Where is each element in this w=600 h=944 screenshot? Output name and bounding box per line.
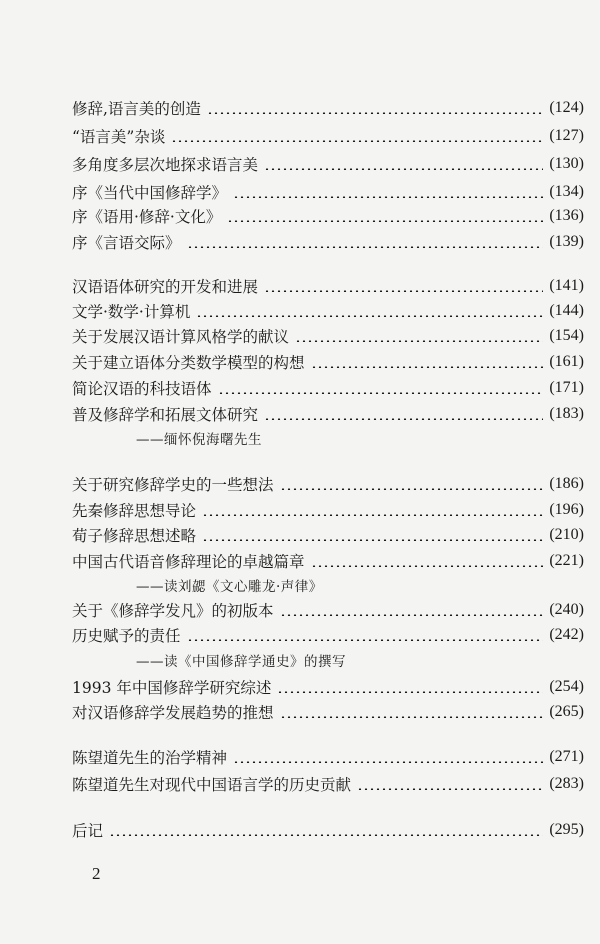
- toc-entry-page: (136): [549, 207, 584, 224]
- dot-leader: [277, 691, 543, 693]
- toc-entry: [72, 401, 584, 427]
- page-number: 2: [92, 864, 101, 883]
- dot-leader: [357, 788, 543, 790]
- toc-entry-page: (186): [549, 475, 584, 492]
- dot-leader: [171, 140, 543, 142]
- dot-leader: [264, 290, 543, 292]
- toc-entry-subtitle: ——缅怀倪海曙先生: [136, 432, 262, 448]
- toc-entry: [72, 497, 584, 523]
- toc-entry: [72, 151, 584, 177]
- toc-entry-title: 修辞,语言美的创造: [72, 100, 201, 118]
- toc-entry: [72, 548, 584, 574]
- toc-entry-title: 普及修辞学和拓展文体研究: [72, 406, 259, 424]
- dot-leader: [264, 418, 543, 420]
- toc-entry-page: (144): [549, 302, 584, 319]
- toc-entry: [72, 699, 584, 725]
- dot-leader: [280, 716, 544, 718]
- toc-entry-page: (283): [549, 775, 584, 792]
- toc-entry: [72, 817, 584, 843]
- toc-entry-title: 历史赋予的责任: [72, 627, 181, 645]
- toc-entry-title: 简论汉语的科技语体: [72, 380, 212, 398]
- dot-leader: [109, 834, 543, 836]
- toc-entry-page: (124): [549, 99, 584, 116]
- toc-entry-title: “语言美”杂谈: [72, 128, 166, 146]
- toc-entry-page: (295): [549, 821, 584, 838]
- dot-leader: [202, 539, 543, 541]
- toc-entry-page: (240): [549, 601, 584, 618]
- dot-leader: [280, 488, 544, 490]
- toc-entry: [72, 471, 584, 497]
- toc-entry-title: 关于建立语体分类数学模型的构想: [72, 354, 305, 372]
- toc-entry-title: 汉语语体研究的开发和进展: [72, 278, 259, 296]
- toc-entry: [72, 674, 584, 700]
- dot-leader: [311, 565, 544, 567]
- dot-leader: [196, 315, 543, 317]
- dot-leader: [264, 168, 543, 170]
- toc-entry-page: (134): [549, 183, 584, 200]
- toc-entry-page: (127): [549, 127, 584, 144]
- dot-leader: [233, 196, 543, 198]
- dot-leader: [280, 614, 544, 616]
- toc-entry: [72, 597, 584, 623]
- toc-entry-title: 对汉语修辞学发展趋势的推想: [72, 704, 274, 722]
- toc-entry-page: (171): [549, 379, 584, 396]
- toc-entry-page: (265): [549, 703, 584, 720]
- toc-entry-title: 序《言语交际》: [72, 234, 181, 252]
- toc-entry: [72, 95, 584, 121]
- dot-leader: [227, 220, 543, 222]
- toc-entry-title: 先秦修辞思想导论: [72, 502, 197, 520]
- toc-entry: [72, 375, 584, 401]
- dot-leader: [207, 112, 543, 114]
- toc-entry-page: (154): [549, 327, 584, 344]
- toc-entry: [72, 298, 584, 324]
- dot-leader: [233, 761, 543, 763]
- toc-entry-title: 文学·数学·计算机: [72, 303, 191, 321]
- toc-entry-title: 中国古代语音修辞理论的卓越篇章: [72, 553, 305, 571]
- toc-entry: [72, 522, 584, 548]
- dot-leader: [311, 366, 544, 368]
- toc-entry-page: (210): [549, 526, 584, 543]
- toc-entry-subtitle: ——读刘勰《文心雕龙·声律》: [136, 579, 323, 595]
- toc-entry-title: 荀子修辞思想述略: [72, 527, 197, 545]
- toc-entry-page: (130): [549, 155, 584, 172]
- toc-entry: [72, 744, 584, 770]
- toc-entry-page: (271): [549, 748, 584, 765]
- dot-leader: [187, 246, 544, 248]
- toc-entry: [72, 349, 584, 375]
- toc-entry-title: 关于《修辞学发凡》的初版本: [72, 602, 274, 620]
- toc-entry-page: (141): [549, 277, 584, 294]
- toc-entry: [72, 622, 584, 648]
- toc-entry-title: 陈望道先生的治学精神: [72, 749, 228, 767]
- dot-leader: [202, 514, 543, 516]
- toc-entry-title: 关于研究修辞学史的一些想法: [72, 476, 274, 494]
- toc-entry: [72, 203, 584, 229]
- dot-leader: [295, 340, 543, 342]
- dot-leader: [218, 392, 544, 394]
- toc-entry: [72, 771, 584, 797]
- toc-entry-title: 关于发展汉语计算风格学的献议: [72, 328, 290, 346]
- toc-entry-page: (221): [549, 552, 584, 569]
- toc-entry-page: (183): [549, 405, 584, 422]
- toc-entry-title: 序《当代中国修辞学》: [72, 184, 228, 202]
- toc-entry-page: (196): [549, 501, 584, 518]
- toc-entry-page: (254): [549, 678, 584, 695]
- toc-entry-page: (139): [549, 233, 584, 250]
- toc-entry: [72, 179, 584, 205]
- toc-entry: [72, 123, 584, 149]
- toc-entry-title: 多角度多层次地探求语言美: [72, 156, 259, 174]
- toc-entry-title: 1993 年中国修辞学研究综述: [72, 679, 272, 697]
- toc-entry-title: 序《语用·修辞·文化》: [72, 208, 222, 226]
- toc-entry-page: (242): [549, 626, 584, 643]
- toc-entry: [72, 229, 584, 255]
- toc-entry-title: 陈望道先生对现代中国语言学的历史贡献: [72, 776, 352, 794]
- toc-entry-page: (161): [549, 353, 584, 370]
- toc-entry-title: 后记: [72, 822, 104, 840]
- toc-entry: [72, 273, 584, 299]
- toc-entry: [72, 323, 584, 349]
- dot-leader: [187, 639, 544, 641]
- toc-entry-subtitle: ——读《中国修辞学通史》的撰写: [136, 654, 346, 670]
